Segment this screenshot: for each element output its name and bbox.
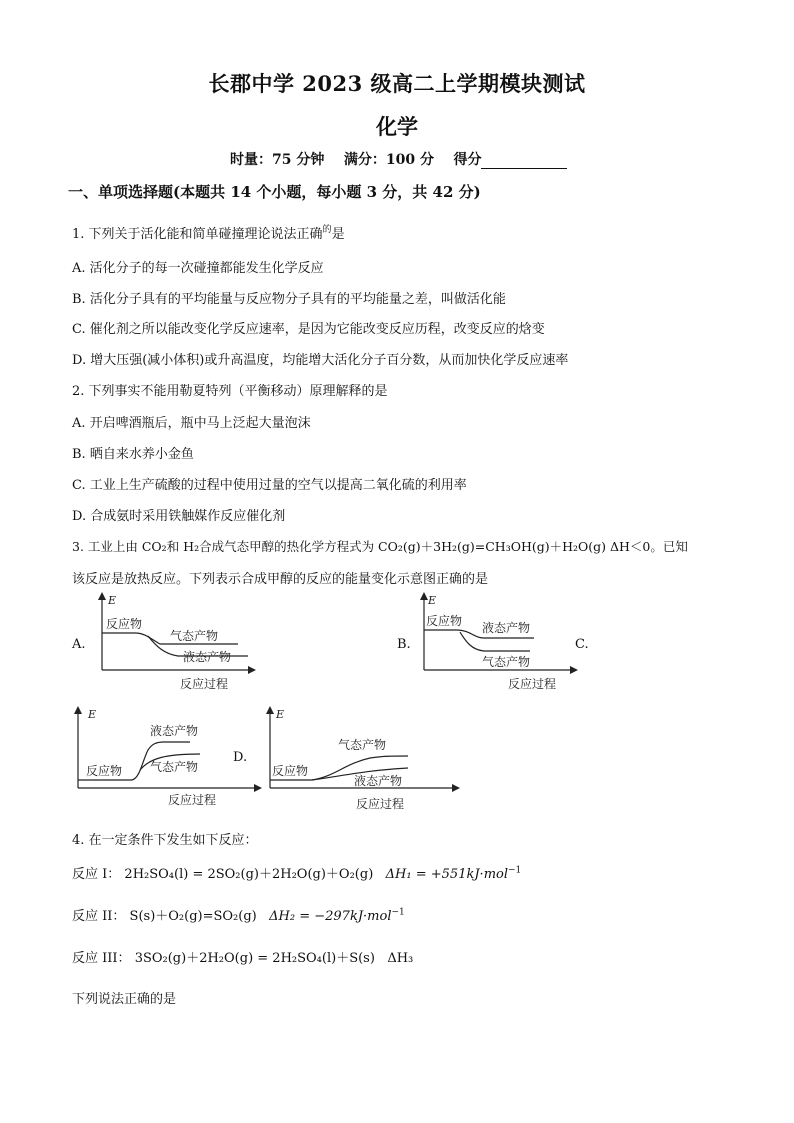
q1-stem-text: 1. 下列关于活化能和简单碰撞理论说法正确 (72, 227, 323, 242)
q2-option-c: C. 工业上生产硫酸的过程中使用过量的空气以提高二氧化硫的利用率 (72, 478, 467, 493)
reaction-2-equation: S(s)＋O₂(g)=SO₂(g) (129, 909, 257, 924)
y-axis-label: E (276, 708, 285, 721)
reaction-1-label: 反应 I： (72, 867, 121, 882)
energy-chart-d (258, 704, 458, 814)
exam-info (230, 149, 567, 169)
q4-stem: 4. 在一定条件下发生如下反应： (72, 833, 258, 848)
y-axis-label: E (108, 594, 117, 607)
reaction-1-enthalpy: ΔH₁ = +551kJ·mol (385, 867, 509, 882)
unit-exponent: −1 (508, 865, 522, 876)
energy-chart-a (80, 592, 280, 692)
got-label: 得分 (453, 152, 482, 168)
reaction-2-label: 反应 II： (72, 909, 126, 924)
series-liquid-label: 液态产物 (482, 621, 531, 635)
series-reactant-label: 反应物 (86, 764, 123, 778)
score-blank (481, 154, 567, 169)
exam-title: 长郡中学 2023 级高二上学期模块测试 (208, 71, 586, 96)
q1-option-b: B. 活化分子具有的平均能量与反应物分子具有的平均能量之差，叫做活化能 (72, 292, 506, 307)
q2-stem: 2. 下列事实不能用勒夏特列（平衡移动）原理解释的是 (72, 384, 388, 399)
series-reactant-label: 反应物 (106, 617, 143, 631)
x-axis-label: 反应过程 (168, 793, 217, 807)
section-title: 一、单项选择题(本题共 14 个小题，每小题 3 分，共 42 分) (68, 183, 481, 201)
series-reactant-label: 反应物 (272, 764, 309, 778)
series-gas-label: 气态产物 (170, 629, 219, 643)
q1-stem-end: 是 (331, 227, 345, 242)
time-label: 时量：75 分钟 (230, 152, 325, 168)
q2-option-a: A. 开启啤酒瓶后，瓶中马上泛起大量泡沫 (72, 416, 311, 431)
series-liquid-label: 液态产物 (183, 650, 232, 664)
q3-stem-line1: 3. 工业上由 CO₂和 H₂合成气态甲醇的热化学方程式为 CO₂(g)＋3H₂(g)=CH₃OH(g)＋H₂O(g) ΔH＜0。已知 (72, 539, 688, 554)
score-label: 满分：100 分 (343, 152, 434, 168)
q4-question: 下列说法正确的是 (72, 992, 177, 1007)
q2-option-d: D. 合成氨时采用铁触媒作反应催化剂 (72, 509, 286, 524)
series-gas-label: 气态产物 (338, 738, 387, 752)
q3-option-b-label: B. (397, 637, 411, 652)
q1-option-d: D. 增大压强(减小体积)或升高温度，均能增大活化分子百分数，从而加快化学反应速率 (72, 353, 569, 368)
y-axis-label: E (88, 708, 97, 721)
q3-stem-line2: 该反应是放热反应。下列表示合成甲醇的反应的能量变化示意图正确的是 (72, 572, 489, 587)
q1-option-a: A. 活化分子的每一次碰撞都能发生化学反应 (72, 261, 324, 276)
q1-option-c: C. 催化剂之所以能改变化学反应速率，是因为它能改变反应历程，改变反应的焓变 (72, 322, 545, 337)
subject-title: 化学 (376, 114, 418, 139)
series-liquid-label: 液态产物 (150, 724, 199, 738)
energy-chart-c (64, 704, 264, 814)
q4-reaction-3 (72, 947, 413, 966)
reaction-3-label: 反应 III： (72, 951, 131, 966)
series-gas-label: 气态产物 (482, 655, 531, 669)
series-liquid-label: 液态产物 (354, 774, 403, 788)
unit-exponent: −1 (391, 907, 405, 918)
x-axis-label: 反应过程 (356, 797, 405, 811)
reaction-1-equation: 2H₂SO₄(l) = 2SO₂(g)＋2H₂O(g)＋O₂(g) (124, 867, 374, 882)
q4-reaction-2 (72, 905, 405, 924)
q1-stem-sup: 的 (322, 225, 332, 235)
series-gas-label: 气态产物 (150, 760, 199, 774)
x-axis-label: 反应过程 (508, 677, 557, 691)
x-axis-label: 反应过程 (180, 677, 229, 691)
q1-stem (72, 222, 345, 242)
reaction-3-equation: 3SO₂(g)＋2H₂O(g) = 2H₂SO₄(l)＋S(s) (134, 951, 375, 966)
y-axis-label: E (428, 594, 437, 607)
q4-reaction-1 (72, 863, 521, 882)
q3-option-d-label: D. (233, 750, 248, 765)
q3-option-a-label: A. (72, 637, 86, 652)
reaction-3-enthalpy: ΔH₃ (387, 951, 414, 966)
q3-option-c-label: C. (575, 637, 589, 652)
reaction-2-enthalpy: ΔH₂ = −297kJ·mol (269, 909, 392, 924)
q2-option-b: B. 晒自来水养小金鱼 (72, 447, 194, 462)
series-reactant-label: 反应物 (426, 614, 463, 628)
energy-chart-b (402, 592, 602, 692)
